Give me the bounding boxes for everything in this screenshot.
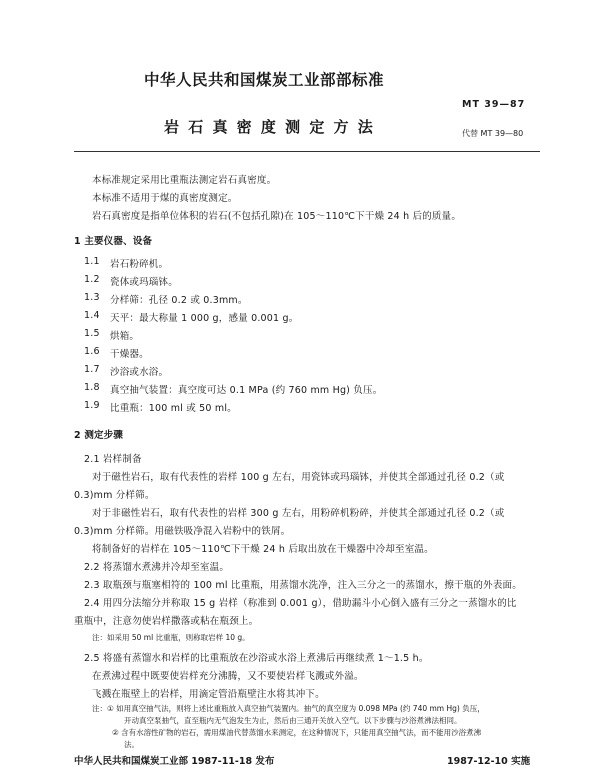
- document-title: 岩 石 真 密 度 测 定 方 法: [164, 118, 375, 136]
- paragraph-line: 0.3)mm 分样筛。: [74, 490, 155, 501]
- note: 注：① 如用真空抽气法，则将上述比重瓶放入真空抽气装置内。抽气的真空度为 0.098 MPa (约 740 mm Hg) 负压，: [92, 704, 485, 713]
- replaces-code: 代替 MT 39—80: [462, 129, 524, 138]
- list-item-text: 干燥器。: [110, 349, 149, 360]
- note: 注：如采用 50 ml 比重瓶，则称取岩样 10 g。: [92, 633, 250, 642]
- subsection-2-2: 2.2 将蒸馏水煮沸并冷却至室温。: [84, 562, 230, 573]
- standard-code: MT 39—87: [462, 99, 526, 110]
- paragraph-line: 对于非磁性岩石，取有代表性的岩样 300 g 左右，用粉碎机粉碎，并使其全部通过孔径 0.2（或: [92, 508, 505, 519]
- intro-line-3: 岩石真密度是指单位体积的岩石(不包括孔隙)在 105～110℃下干燥 24 h 后的质量。: [92, 211, 462, 222]
- list-item-text: 沙浴或水浴。: [110, 367, 169, 378]
- list-item-text: 天平：最大称量 1 000 g，感量 0.001 g。: [110, 313, 299, 324]
- paragraph-line: 在煮沸过程中既要使岩样充分沸腾，又不要使岩样飞溅或外溢。: [92, 671, 364, 682]
- list-item-text: 岩石粉碎机。: [110, 259, 169, 270]
- paragraph-line: 飞溅在瓶壁上的岩样，用滴定管沿瓶壁注水将其冲下。: [92, 689, 325, 700]
- list-item-number: 1.6: [84, 346, 100, 357]
- intro-line-1: 本标准规定采用比重瓶法测定岩石真密度。: [92, 175, 277, 186]
- list-item-number: 1.9: [84, 400, 100, 411]
- paragraph-line: 对于磁性岩石，取有代表性的岩样 100 g 左右，用瓷钵或玛瑙钵，并使其全部通过孔径 0.2（或: [92, 472, 505, 483]
- list-item-number: 1.7: [84, 364, 100, 375]
- list-item-number: 1.5: [84, 328, 100, 339]
- note: 开动真空泵抽气，直至瓶内无气泡发生为止，然后由三通开关放入空气。以下步骤与沙浴煮沸法相同。: [124, 716, 462, 725]
- effective-date: 1987-12-10 实施: [447, 756, 531, 767]
- subsection-2-4: 2.4 用四分法缩分并称取 15 g 岩样（称准到 0.001 g），借助漏斗小心倒入盛有三分之一蒸馏水的比: [84, 598, 517, 609]
- list-item-number: 1.8: [84, 382, 100, 393]
- list-item-text: 比重瓶：100 ml 或 50 ml。: [110, 403, 237, 414]
- list-item-text: 烘箱。: [110, 331, 140, 342]
- intro-line-2: 本标准不适用于煤的真密度测定。: [92, 193, 238, 204]
- paragraph-line: 将制备好的岩样在 105～110℃下干燥 24 h 后取出放在干燥器中冷却至室温。: [92, 544, 434, 555]
- paragraph-line: 重瓶中，注意勿使岩样撒落或粘在瓶颈上。: [74, 616, 259, 627]
- list-item-text: 瓷体或玛瑙钵。: [110, 277, 178, 288]
- note: ② 含有水溶性矿物的岩石，需用煤油代替蒸馏水来测定，在这种情况下，只能用真空抽气法，而不能用沙浴煮沸: [112, 728, 482, 737]
- subsection-2-3: 2.3 取瓶颈与瓶塞相符的 100 ml 比重瓶，用蒸馏水洗净，注入三分之一的蒸馏水，擦干瓶的外表面。: [84, 580, 522, 591]
- list-item-number: 1.1: [84, 256, 100, 267]
- approval-date: 中华人民共和国煤炭工业部 1987-11-18 发布: [74, 756, 275, 767]
- list-item-number: 1.3: [84, 292, 100, 303]
- subsection-2-5: 2.5 将盛有蒸馏水和岩样的比重瓶放在沙浴或水浴上煮沸后再继续煮 1～1.5 h。: [84, 653, 429, 664]
- paragraph-line: 0.3)mm 分样筛。用磁铁吸净混入岩粉中的铁屑。: [74, 526, 291, 537]
- list-item-number: 1.2: [84, 274, 100, 285]
- section-1-heading: 1 主要仪器、设备: [74, 236, 153, 247]
- note: 法。: [124, 740, 139, 749]
- list-item-text: 分样筛：孔径 0.2 或 0.3mm。: [110, 295, 248, 306]
- list-item-number: 1.4: [84, 310, 100, 321]
- header-rule: [74, 151, 540, 152]
- section-2-heading: 2 测定步骤: [74, 430, 124, 441]
- org-title: 中华人民共和国煤炭工业部部标准: [144, 71, 385, 89]
- list-item-text: 真空抽气装置：真空度可达 0.1 MPa (约 760 mm Hg) 负压。: [110, 385, 383, 396]
- subsection-2-1-title: 2.1 岩样制备: [84, 454, 142, 465]
